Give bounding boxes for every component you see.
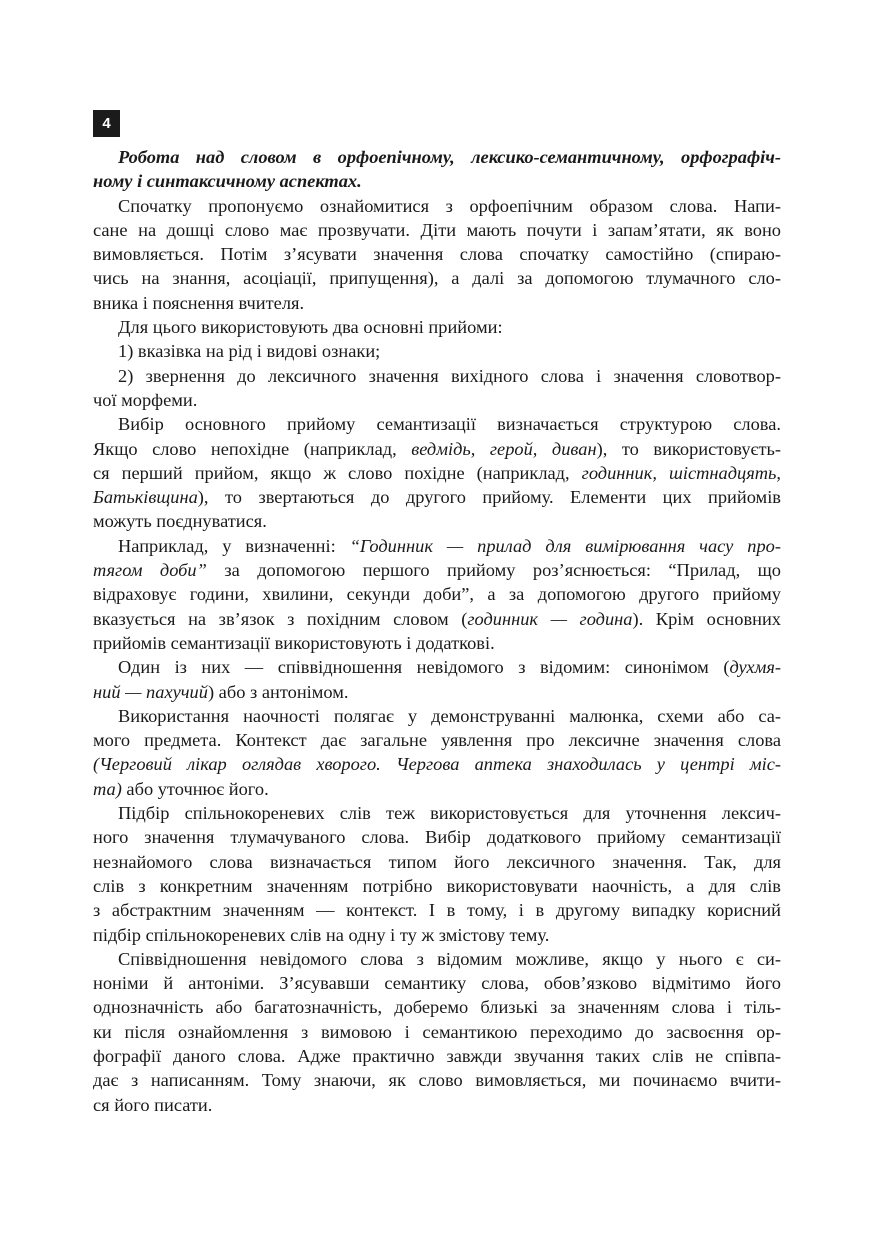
text-line: ноніми й антоніми. З’ясувавши семантику слова, обов’язково відмітимо його xyxy=(93,973,781,994)
paragraph xyxy=(93,655,781,704)
text-line: ного значення тлумачуваного слова. Вибір додаткового прийому семантизації xyxy=(93,827,781,848)
text-line xyxy=(93,752,781,776)
example-words: ний — пахучий xyxy=(93,681,208,702)
text-line xyxy=(93,485,781,509)
text-line: Використання наочності полягає у демонструванні малюнка, схеми або са- xyxy=(118,705,781,726)
text-line: Підбір спільнокореневих слів теж використовується для уточнення лексич- xyxy=(118,803,781,824)
text-line: однозначність або багатозначність, доберемо близькі за значенням слова і тіль- xyxy=(93,997,781,1018)
text-line: ся його писати. xyxy=(93,1094,213,1115)
section-heading xyxy=(93,145,781,194)
text-line xyxy=(93,461,781,485)
paragraph xyxy=(93,315,781,339)
text-line: незнайомого слова визначається типом його лексичного значення. Так, для xyxy=(93,851,781,872)
text-run: ), то звертаються до другого прийому. Елементи цих прийомів xyxy=(197,487,781,508)
list-item xyxy=(93,339,781,363)
paragraph xyxy=(93,194,781,315)
text-line: сане на дошці слово має прозвучати. Діти мають почути і запам’ятати, як воно xyxy=(93,219,781,240)
text-line: чись на знання, асоціації, припущення), а далі за допомогою тлумачного сло- xyxy=(93,268,781,289)
text-line xyxy=(93,607,781,631)
example-words: духмя- xyxy=(729,657,781,678)
text-line: можуть поєднуватися. xyxy=(93,511,267,532)
paragraph xyxy=(93,412,781,533)
example-words: годинник — година xyxy=(467,608,633,629)
text-run: ), то використовуєть- xyxy=(596,438,781,459)
text-line xyxy=(93,558,781,582)
text-line: прийомів семантизації використовують і додаткові. xyxy=(93,632,495,653)
text-run: Якщо слово непохідне (наприклад, xyxy=(93,438,412,459)
text-line: 1) вказівка на рід і видові ознаки; xyxy=(118,341,381,362)
text-line xyxy=(93,534,781,558)
text-line: слів з конкретним значенням потрібно використовувати наочність, а для слів xyxy=(93,875,781,896)
text-run: ). Крім основних xyxy=(632,608,782,629)
example-definition: “Годинник — прилад для вимірювання часу про- xyxy=(349,535,781,556)
text-run: ) або з антонімом. xyxy=(207,681,349,702)
text-line: вимовляється. Потім з’ясувати значення слова спочатку самостійно (спираю- xyxy=(93,244,781,265)
text-line: Вибір основного прийому семантизації визначається структурою слова. xyxy=(118,414,781,435)
example-words: Батьківщина xyxy=(93,487,198,508)
example-definition: тягом доби” xyxy=(93,560,207,581)
paragraph xyxy=(93,534,781,655)
text-line: Співвідношення невідомого слова з відомим можливе, якщо у нього є си- xyxy=(118,948,781,969)
text-line: підбір спільнокореневих слів на одну і ту ж змістову тему. xyxy=(93,924,550,945)
text-line: мого предмета. Контекст дає загальне уявлення про лексичне значення слова xyxy=(93,730,781,751)
paragraph xyxy=(93,947,781,1117)
text-run: Один із них — співвідношення невідомого з відомим: синонімом ( xyxy=(118,657,730,678)
example-sentences: (Черговий лікар оглядав хворого. Чергова аптека знаходилась у центрі міс- xyxy=(93,754,781,775)
heading-line: ному і синтаксичному аспектах. xyxy=(93,171,362,192)
heading-line: Робота над словом в орфоепічному, лексико-семантичному, орфографіч- xyxy=(118,147,781,167)
text-line: з абстрактним значенням — контекст. І в тому, і в другому випадку корисний xyxy=(93,900,781,921)
example-words: ведмідь, герой, диван xyxy=(411,438,597,459)
text-line xyxy=(93,777,781,801)
text-run: вказується на зв’язок з похідним словом ( xyxy=(93,608,468,629)
text-run: ся перший прийом, якщо ж слово похідне (наприклад, xyxy=(93,462,582,483)
paragraph xyxy=(93,704,781,801)
list-item xyxy=(93,364,781,413)
text-body xyxy=(93,145,781,1117)
text-run: або уточнює його. xyxy=(121,778,269,799)
text-line: Для цього використовують два основні прийоми: xyxy=(118,317,503,338)
paragraph xyxy=(93,801,781,947)
text-run: Наприклад, у визначенні: xyxy=(118,535,350,556)
text-line: вника і пояснення вчителя. xyxy=(93,292,305,313)
text-line: 2) звернення до лексичного значення вихідного слова і значення словотвор- xyxy=(118,365,781,386)
text-line: чої морфеми. xyxy=(93,389,198,410)
page-number-badge: 4 xyxy=(93,110,120,137)
text-line xyxy=(93,437,781,461)
text-line xyxy=(93,680,781,704)
text-run: за допомогою першого прийому роз’яснюється: “Прилад, що xyxy=(206,560,781,581)
example-sentences: та) xyxy=(93,778,122,799)
example-words: годинник, шістнадцять, xyxy=(581,462,781,483)
text-line: відраховує години, хвилини, секунди доби”, а за допомогою другого прийому xyxy=(93,584,781,605)
text-line xyxy=(93,655,781,679)
text-line: дає з написанням. Тому знаючи, як слово вимовляється, ми починаємо вчити- xyxy=(93,1070,781,1091)
text-line: фографії даного слова. Адже практично завжди звучання таких слів не співпа- xyxy=(93,1045,781,1066)
text-line: ки після ознайомлення з вимовою і семантикою переходимо до засвоєння ор- xyxy=(93,1021,781,1042)
text-line: Спочатку пропонуємо ознайомитися з орфоепічним образом слова. Напи- xyxy=(118,195,781,216)
